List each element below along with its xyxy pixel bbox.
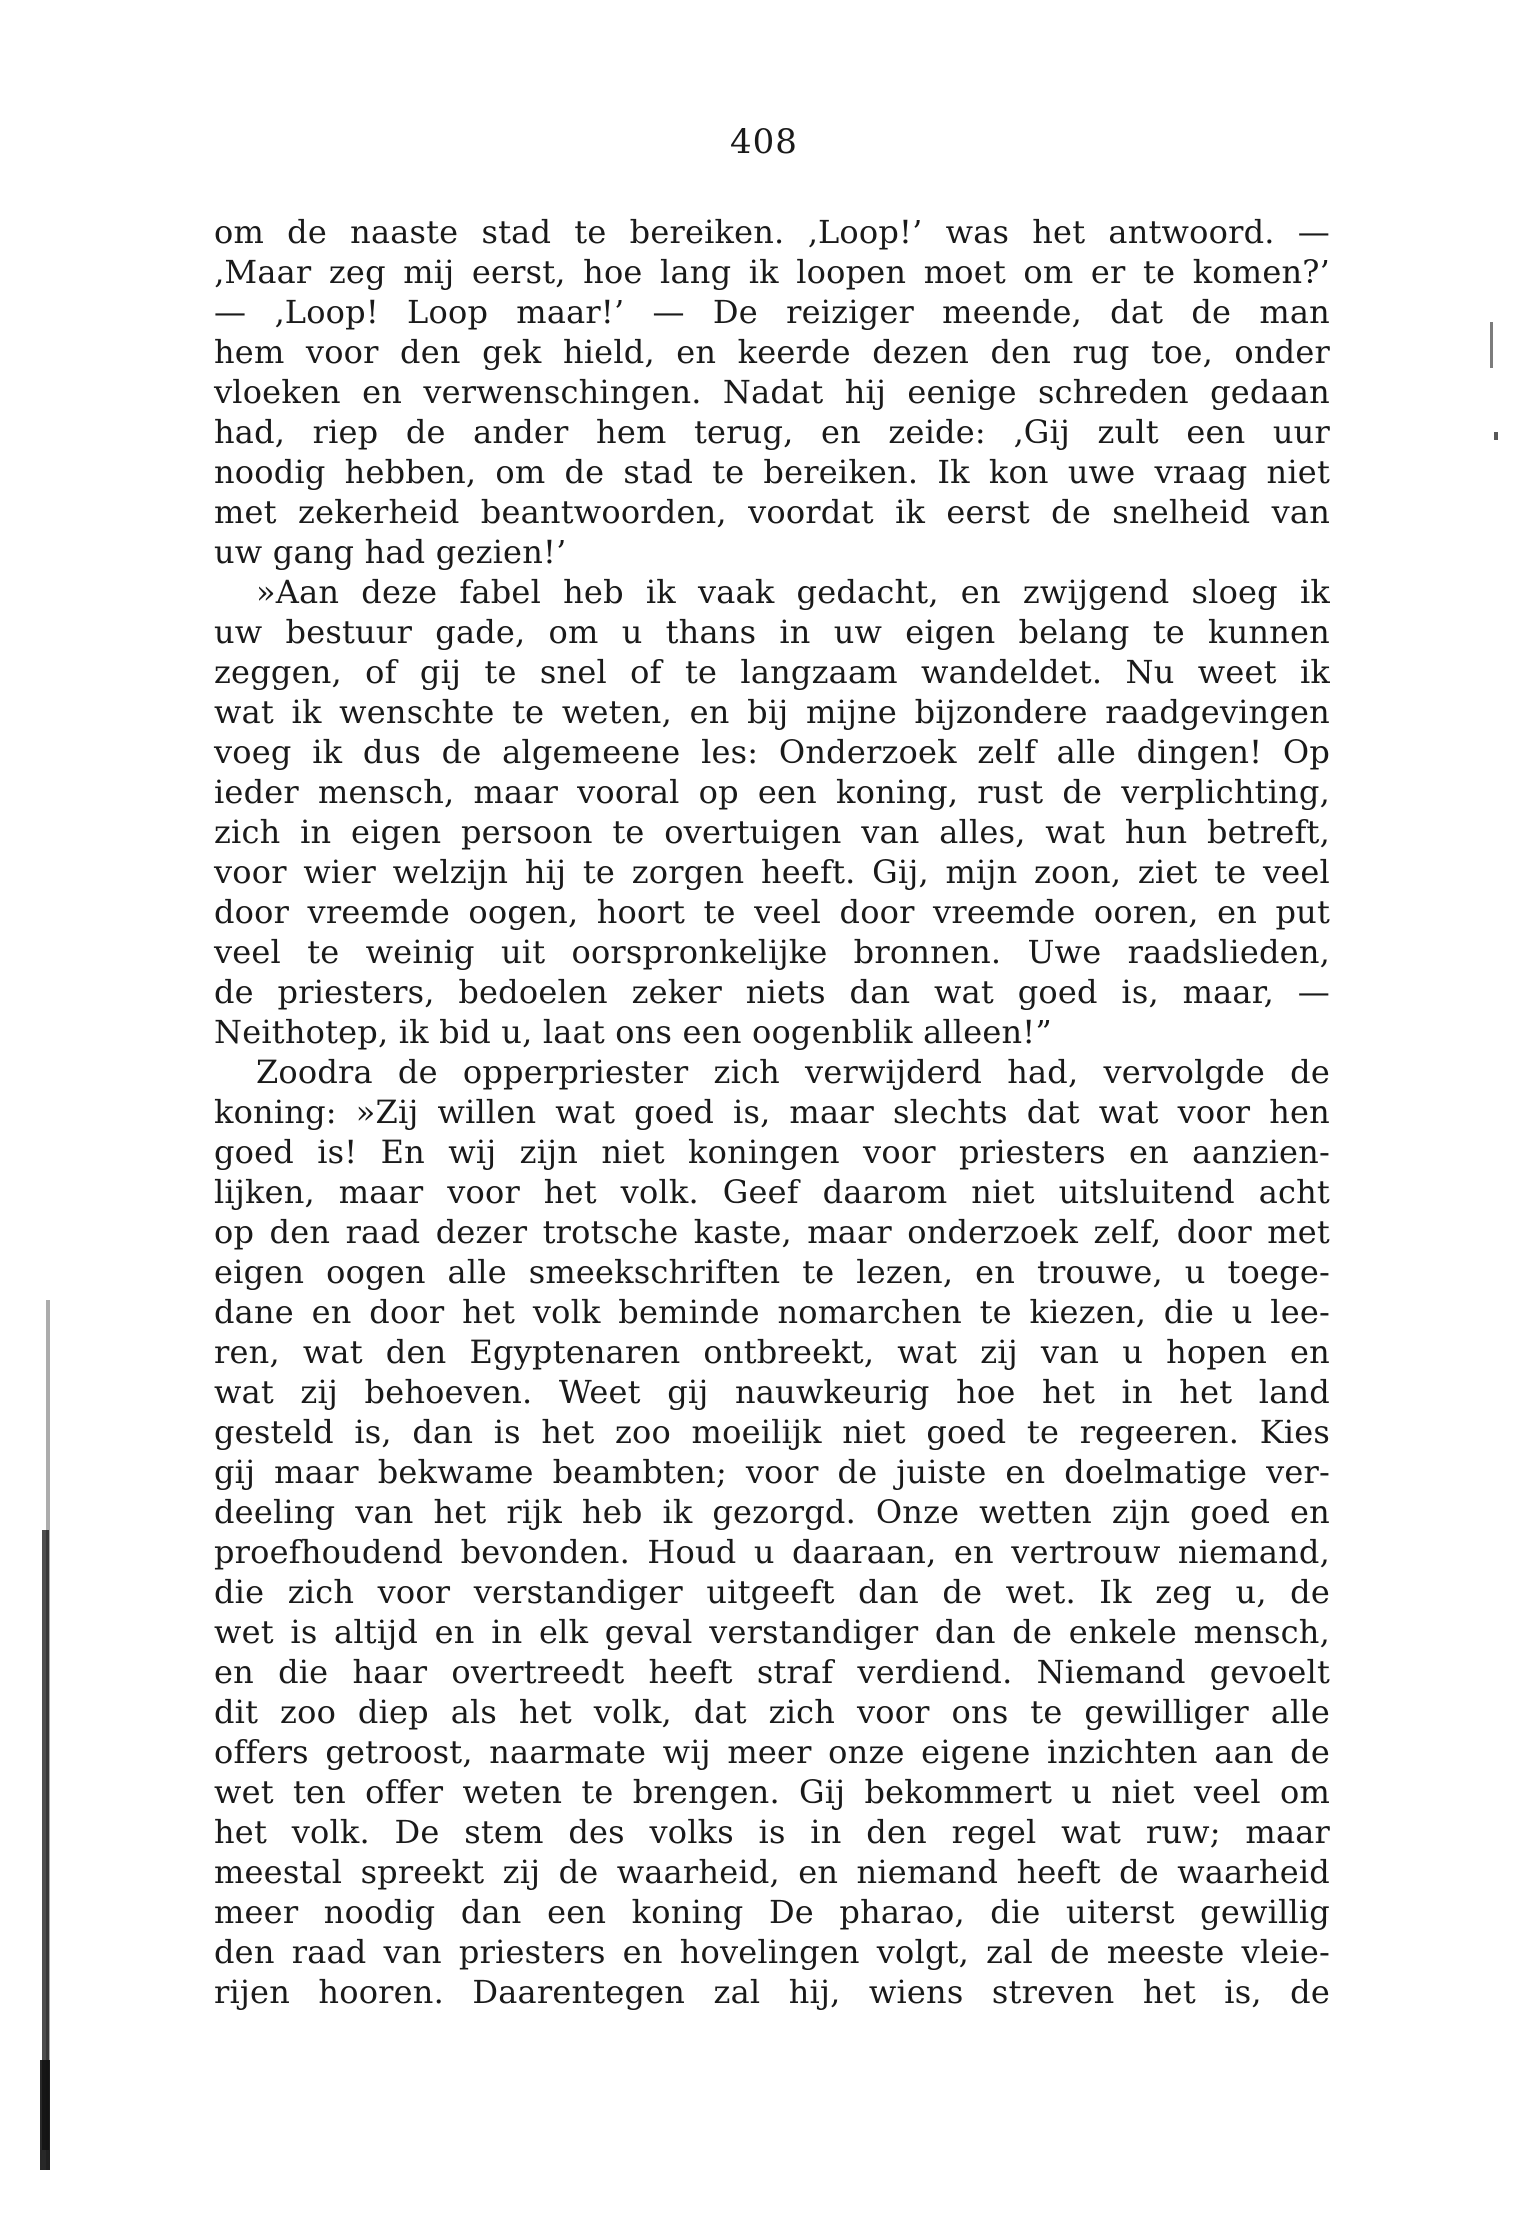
text-line: wet is altijd en in elk geval verstandiger dan de enkele mensch,: [214, 1613, 1330, 1651]
text-line: meer noodig dan een koning De pharao, die uiterst gewillig: [214, 1893, 1330, 1931]
text-line: eigen oogen alle smeekschriften te lezen, en trouwe, u toege-: [214, 1253, 1330, 1291]
text-line: die zich voor verstandiger uitgeeft dan de wet. Ik zeg u, de: [214, 1573, 1330, 1611]
text-line: om de naaste stad te bereiken. ‚Loop!’ was het antwoord. —: [214, 213, 1330, 251]
text-line: vloeken en verwenschingen. Nadat hij eenige schreden gedaan: [214, 373, 1330, 411]
text-line: rijen hooren. Daarentegen zal hij, wiens streven het is, de: [214, 1973, 1330, 2011]
text-line: voor wier welzijn hij te zorgen heeft. Gij, mijn zoon, ziet te veel: [214, 853, 1330, 891]
scan-edge-mark: [1494, 432, 1498, 440]
text-line: offers getroost, naarmate wij meer onze eigene inzichten aan de: [214, 1733, 1330, 1771]
text-line: dit zoo diep als het volk, dat zich voor ons te gewilliger alle: [214, 1693, 1330, 1731]
page-number: 408: [730, 122, 798, 162]
text-line: de priesters, bedoelen zeker niets dan wat goed is, maar, —: [214, 973, 1330, 1011]
text-line: dane en door het volk beminde nomarchen te kiezen, die u lee-: [214, 1293, 1330, 1331]
text-line: het volk. De stem des volks is in den regel wat ruw; maar: [214, 1813, 1330, 1851]
text-line: ren, wat den Egyptenaren ontbreekt, wat zij van u hopen en: [214, 1333, 1330, 1371]
scan-edge-mark: [1490, 322, 1493, 368]
body-text: [214, 212, 1330, 2012]
text-line: wat ik wenschte te weten, en bij mijne bijzondere raadgevingen: [214, 693, 1330, 731]
text-line: voeg ik dus de algemeene les: Onderzoek zelf alle dingen! Op: [214, 733, 1330, 771]
text-line: veel te weinig uit oorspronkelijke bronnen. Uwe raadslieden,: [214, 933, 1330, 971]
text-line: noodig hebben, om de stad te bereiken. Ik kon uwe vraag niet: [214, 453, 1330, 491]
text-line: meestal spreekt zij de waarheid, en niemand heeft de waarheid: [214, 1853, 1330, 1891]
text-line: wet ten offer weten te brengen. Gij bekommert u niet veel om: [214, 1773, 1330, 1811]
text-line: uw bestuur gade, om u thans in uw eigen belang te kunnen: [214, 613, 1330, 651]
text-line: Zoodra de opperpriester zich verwijderd had, vervolgde de: [256, 1053, 1330, 1091]
text-line: had, riep de ander hem terug, en zeide: ‚Gij zult een uur: [214, 413, 1330, 451]
text-line: ieder mensch, maar vooral op een koning, rust de verplichting,: [214, 773, 1330, 811]
text-line: zeggen, of gij te snel of te langzaam wandeldet. Nu weet ik: [214, 653, 1330, 691]
text-line: »Aan deze fabel heb ik vaak gedacht, en zwijgend sloeg ik: [256, 573, 1330, 611]
text-line: met zekerheid beantwoorden, voordat ik eerst de snelheid van: [214, 493, 1330, 531]
text-line: zich in eigen persoon te overtuigen van alles, wat hun betreft,: [214, 813, 1330, 851]
text-line: deeling van het rijk heb ik gezorgd. Onze wetten zijn goed en: [214, 1493, 1330, 1531]
scan-edge-mark: [40, 2060, 50, 2170]
text-line: gij maar bekwame beambten; voor de juiste en doelmatige ver-: [214, 1453, 1330, 1491]
text-line: den raad van priesters en hovelingen volgt, zal de meeste vleie-: [214, 1933, 1330, 1971]
text-line: Neithotep, ik bid u, laat ons een oogenblik alleen!”: [214, 1013, 1052, 1051]
text-line: en die haar overtreedt heeft straf verdiend. Niemand gevoelt: [214, 1653, 1330, 1691]
text-line: proefhoudend bevonden. Houd u daaraan, en vertrouw niemand,: [214, 1533, 1330, 1571]
text-line: goed is! En wij zijn niet koningen voor priesters en aanzien-: [214, 1133, 1330, 1171]
text-line: wat zij behoeven. Weet gij nauwkeurig hoe het in het land: [214, 1373, 1330, 1411]
text-line: ‚Maar zeg mij eerst, hoe lang ik loopen moet om er te komen?’: [214, 253, 1330, 291]
text-line: hem voor den gek hield, en keerde dezen den rug toe, onder: [214, 333, 1330, 371]
text-line: door vreemde oogen, hoort te veel door vreemde ooren, en put: [214, 893, 1330, 931]
text-line: uw gang had gezien!’: [214, 533, 567, 571]
text-line: — ‚Loop! Loop maar!’ — De reiziger meende, dat de man: [214, 293, 1330, 331]
text-line: gesteld is, dan is het zoo moeilijk niet goed te regeeren. Kies: [214, 1413, 1330, 1451]
text-line: lijken, maar voor het volk. Geef daarom niet uitsluitend acht: [214, 1173, 1330, 1211]
scan-edge-mark: [42, 1530, 49, 2150]
text-line: koning: »Zij willen wat goed is, maar slechts dat wat voor hen: [214, 1093, 1330, 1131]
text-line: op den raad dezer trotsche kaste, maar onderzoek zelf, door met: [214, 1213, 1330, 1251]
